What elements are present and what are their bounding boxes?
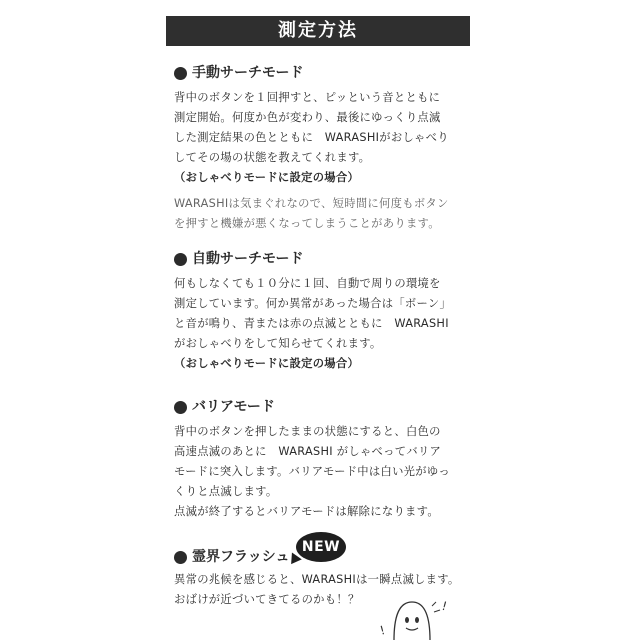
section-manual-search xyxy=(174,62,474,234)
bullet-icon xyxy=(174,551,187,564)
grey-line: を押すと機嫌が悪くなってしまうことがあります。 xyxy=(174,217,440,230)
body-line: と音が鳴り、青または赤の点滅とともに WARASHI xyxy=(174,317,449,330)
svg-text:!: ! xyxy=(440,598,449,614)
body-line: 背中のボタンを１回押すと、ピッという音とともに xyxy=(174,91,441,104)
body-line: おばけが近づいてきてるのかも！？ xyxy=(174,593,360,606)
section-title-text: 手動サーチモード xyxy=(192,65,304,81)
section-barrier xyxy=(174,396,474,522)
section-title-text: バリアモード xyxy=(192,399,275,415)
section-title xyxy=(174,62,474,84)
bold-note: （おしゃべりモードに設定の場合） xyxy=(174,357,360,370)
section-auto-search xyxy=(174,248,474,374)
section-title-text: 霊界フラッシュ xyxy=(192,549,290,565)
grey-line: WARASHIは気まぐれなので、短時間に何度もボタン xyxy=(174,197,449,210)
body-line: がおしゃべりをして知らせてくれます。 xyxy=(174,337,382,350)
new-badge: NEW xyxy=(296,532,346,562)
bullet-icon xyxy=(174,67,187,80)
svg-text:!: ! xyxy=(378,623,387,638)
bullet-icon xyxy=(174,401,187,414)
warashi-character-illustration xyxy=(376,594,456,644)
body-line: 高速点滅のあとに WARASHI がしゃべってバリア xyxy=(174,445,442,458)
bold-note: （おしゃべりモードに設定の場合） xyxy=(174,171,360,184)
bullet-icon xyxy=(174,253,187,266)
body-line: した測定結果の色とともに WARASHIがおしゃべり xyxy=(174,131,449,144)
body-line: 背中のボタンを押したままの状態にすると、白色の xyxy=(174,425,441,438)
section-title xyxy=(174,248,474,270)
body-line: 異常の兆候を感じると、WARASHIは一瞬点滅します。 xyxy=(174,573,460,586)
page-title: 測定方法 xyxy=(166,16,470,46)
section-title xyxy=(174,396,474,418)
body-line: モードに突入します。バリアモード中は白い光がゆっ xyxy=(174,465,450,478)
body-line: 測定しています。何か異常があった場合は「ボーン」 xyxy=(174,297,452,310)
body-line: 何もしなくても１０分に１回、自動で周りの環境を xyxy=(174,277,441,290)
section-title-text: 自動サーチモード xyxy=(192,251,304,267)
body-line: 点滅が終了するとバリアモードは解除になります。 xyxy=(174,505,439,518)
body-line: してその場の状態を教えてくれます。 xyxy=(174,151,371,164)
body-line: くりと点滅します。 xyxy=(174,485,278,498)
body-line: 測定開始。何度か色が変わり、最後にゆっくり点滅 xyxy=(174,111,441,124)
